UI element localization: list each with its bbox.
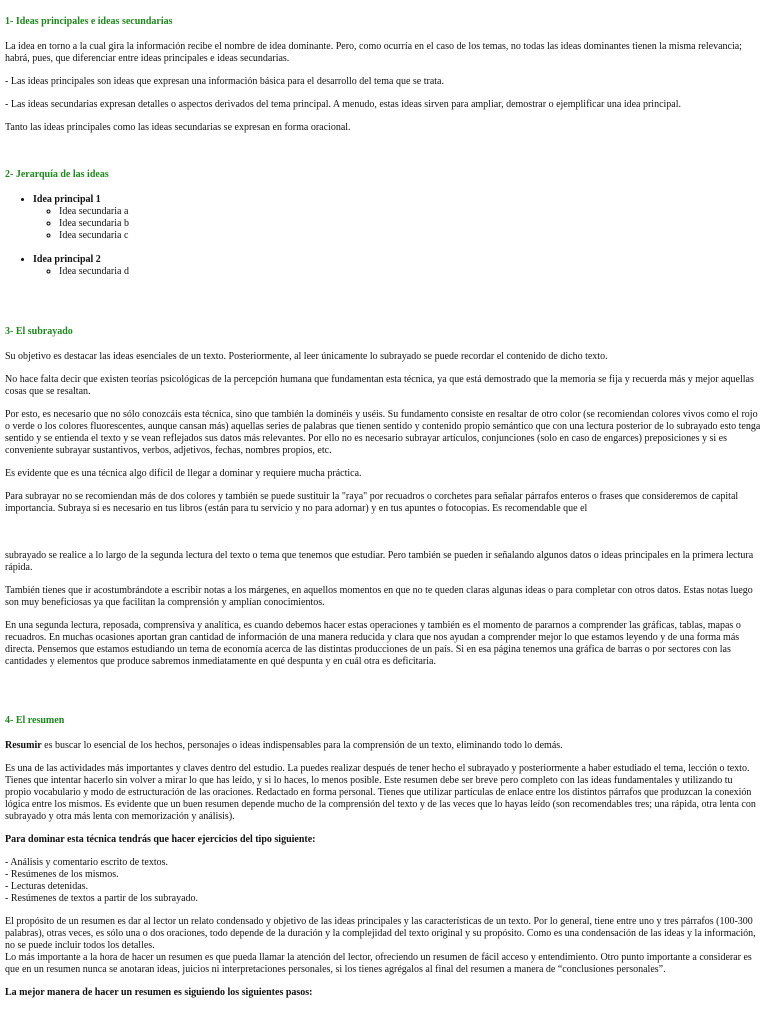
paragraph: Es una de las actividades más importantes y claves dentro del estudio. La puedes realizar después de tener hecho el subrayado y posteriormente a haber estudiado el tema, lección o texto. Tienes que intentar hacerlo sin volver a mirar lo que has leído, y si lo haces, lo menos posible. Este resumen debe ser breve pero completo con las ideas fundamentales y utilizando tu propio vocabulario y modo de estructuración de las oraciones. Redactado en forma personal. Tienes que utilizar partículas de enlace entre los distintos párrafos que produzcan la conexión lógica entre los mismos. Es evidente que un buen resumen depende mucho de la comprensión del texto y de las veces que lo hayas leído (son recomendables tres; una rápida, otra lenta con subrayado y otra más lenta con memorización y análisis).	[5, 763, 756, 822]
paragraph: - Las ideas secundarias expresan detalles o aspectos derivados del tema principal. A menudo, estas ideas sirven para ampliar, demostrar o ejemplificar una idea principal.	[5, 99, 682, 110]
list-item: ◦ Idea secundaria b	[59, 218, 761, 230]
paragraph: Tanto las ideas principales como las ideas secundarias se expresan en forma oracional.	[5, 122, 351, 133]
paragraph: - Las ideas principales son ideas que expresan una información básica para el desarrollo del tema que se trata.	[5, 76, 444, 87]
paragraph	[5, 916, 761, 976]
paragraph: No hace falta decir que existen teorías psicológicas de la percepción humana que fundamentan esta técnica, ya que está demostrado que la memoria se fija y recuerda más y mejor aquellas cosas que se resaltan.	[5, 374, 754, 397]
paragraph-bold	[5, 987, 761, 999]
paragraph-text: El propósito de un resumen es dar al lector un relato condensado y objetivo de las ideas principales y las características de un texto. Por lo general, tiene entre uno y tres párrafos (100-300 palabras), otras veces, es sólo una o dos oraciones, todo depende de la duración y la complejidad del texto original y su propósito. Como es una condensación de las ideas y la información, no se puede incluir todos los detalles.	[5, 916, 756, 951]
paragraph: En una segunda lectura, reposada, comprensiva y analítica, es cuando debemos hacer estas operaciones y también es el momento de pararnos a comprender las gráficas, tablas, mapas o recuadros. En muchas ocasiones aportan gran cantidad de información de una manera reducida y clara que nos ayudan a comprender mejor lo que estamos leyendo y de una forma más directa. Pensemos que estamos estudiando un tema de economía acerca de las distintas producciones de un país. Si en esa página tenemos una gráfica de barras o por sectores con las cantidades y elementos que produce sabremos inmediatamente en qué despunta y en cuál otra es deficitaria.	[5, 620, 741, 667]
section-title-ideas: 1- Ideas principales e ideas secundarias	[5, 16, 173, 27]
paragraph: Para subrayar no se recomiendan más de dos colores y también se puede sustituir la "raya" por recuadros o corchetes para señalar párrafos enteros o frases que consideremos de capital importancia. Subraya si es necesario en tus libros (están para tu servicio y no para adornar) y en tus apuntes o fotocopias. Es recomendable que el	[5, 491, 739, 514]
list-item: - Resúmenes de los mismos.	[5, 869, 119, 880]
bold-text: Para dominar esta técnica tendrás que hacer ejercicios del tipo siguiente:	[5, 834, 316, 845]
exercise-list	[5, 857, 761, 905]
idea-hierarchy-list	[5, 194, 761, 278]
paragraph: La idea en torno a la cual gira la información recibe el nombre de idea dominante. Pero, como ocurría en el caso de los temas, no todas las ideas dominantes tienen la misma relevancia; habrá, pues, que diferenciar entre ideas principales e ideas secundarias.	[5, 41, 742, 64]
paragraph	[5, 740, 761, 752]
list-item: ◦ Idea secundaria d	[59, 266, 761, 278]
paragraph-text: es buscar lo esencial de los hechos, personajes o ideas indispensables para la comprensión de un texto, eliminando todo lo demás.	[41, 740, 563, 751]
paragraph: Por esto, es necesario que no sólo conozcáis esta técnica, sino que también la dominéis y uséis. Su fundamento consiste en resaltar de otro color (se recomiendan colores vivos como el rojo o verde o los colores fluorescentes, aunque cansan más) aquellas series de palabras que tienen sentido y contenido propio semántico que con una lectura posterior de lo subrayado esto tenga sentido y se entienda el texto y se vean reflejados sus datos más relevantes. Por ello no es necesario subrayar artículos, conjunciones (solo en caso de engarces) preposiciones y si es conveniente subrayar sustantivos, verbos, adjetivos, fechas, nombres propios, etc.	[5, 409, 761, 456]
bold-term: Resumir	[5, 740, 42, 751]
paragraph: También tienes que ir acostumbrándote a escribir notas a los márgenes, en aquellos momentos en que no te queden claras algunas ideas o para completar con otros datos. Estas notas luego son muy beneficiosas ya que facilitan la comprensión y amplían conocimientos.	[5, 585, 753, 608]
section-title-jerarquia: 2- Jerarquía de las ideas	[5, 169, 109, 180]
list-item: ◦ Idea secundaria a	[59, 206, 761, 218]
bold-text: La mejor manera de hacer un resumen es siguiendo los siguientes pasos:	[5, 987, 313, 998]
paragraph-text: Lo más importante a la hora de hacer un resumen es que pueda llamar la atención del lector, ofreciendo un resumen de fácil acceso y entendimiento. Otro punto importante a considerar es que en un resumen nunca se anotaran ideas, juicios ni interpretaciones personales, si los tienes agrégalos al final del resumen a manera de “conclusiones personales”.	[5, 952, 752, 975]
section-title-resumen: 4- El resumen	[5, 715, 65, 726]
paragraph-bold	[5, 834, 761, 846]
list-item	[33, 194, 761, 242]
list-item: ◦ Idea secundaria c	[59, 230, 761, 242]
paragraph: subrayado se realice a lo largo de la segunda lectura del texto o tema que tenemos que estudiar. Pero también se pueden ir señalando algunos datos o ideas principales en la primera lectura rápida.	[5, 550, 754, 573]
list-item: - Análisis y comentario escrito de textos.	[5, 857, 169, 868]
paragraph: Su objetivo es destacar las ideas esenciales de un texto. Posteriormente, al leer únicamente lo subrayado se puede recordar el contenido de dicho texto.	[5, 351, 608, 362]
sub-idea-list	[33, 206, 761, 242]
list-item	[33, 254, 761, 278]
paragraph: Es evidente que es una técnica algo difícil de llegar a dominar y requiere mucha práctica.	[5, 468, 362, 479]
main-idea-label: Idea principal 1	[33, 194, 101, 205]
list-item: - Lecturas detenidas.	[5, 881, 89, 892]
main-idea-label: Idea principal 2	[33, 254, 101, 265]
sub-idea-list	[33, 266, 761, 278]
list-item: - Resúmenes de textos a partir de los subrayado.	[5, 893, 199, 904]
document-page	[5, 16, 761, 1010]
section-title-subrayado: 3- El subrayado	[5, 326, 73, 337]
